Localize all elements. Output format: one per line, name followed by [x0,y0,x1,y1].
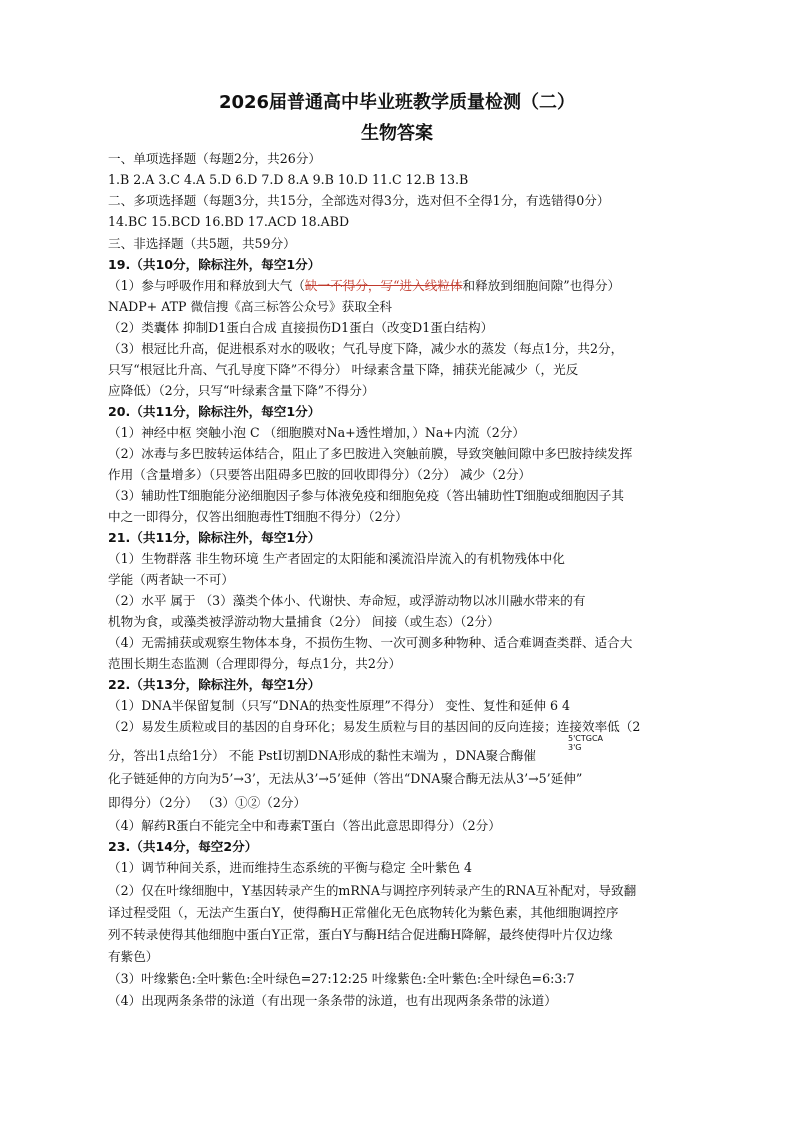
answer-line: 有紫色） [108,949,159,964]
answer-line: 1.B 2.A 3.C 4.A 5.D 6.D 7.D 8.A 9.B 10.D 11.C 12.B 13.B [108,172,469,187]
answer-line: 作用（含量增多）（只要答出阻碍多巴胺的回收即得分）（2分） 减少（2分） [108,467,532,482]
answer-line: （2）冰毒与多巴胺转运体结合，阻止了多巴胺进入突触前膜，导致突触间隙中多巴胺持续发挥 [108,446,633,461]
answer-line: （1）DNA半保留复制（只写“DNA的热变性原理”不得分） 变性、复性和延伸 6 4 [108,698,570,713]
answer-line: 即得分）（2分） （3）①②（2分） [108,795,307,810]
answer-line: 学能（两者缺一不可） [108,572,234,587]
answer-line [108,278,620,294]
question-21-heading: 21.（共11分，除标注外，每空1分） [108,530,321,545]
answer-line: （2）易发生质粒或目的基因的自身环化；易发生质粒与目的基因间的反向连接；连接效率低（2 [108,719,641,734]
answer-line: 中之一即得分，仅答出细胞毒性T细胞不得分）（2分） [108,509,408,524]
section-heading: 一、单项选择题（每题2分，共26分） [108,151,321,166]
question-23-heading: 23.（共14分，每空2分） [108,839,258,854]
answer-line: 译过程受阻（，无法产生蛋白Y，使得酶H正常催化无色底物转化为紫色素，其他细胞调控序 [108,905,619,920]
question-19-heading: 19.（共10分，除标注外，每空1分） [108,257,321,272]
answer-line: （4）解药R蛋白不能完全中和毒素T蛋白（答出此意思即得分）（2分） [108,818,501,833]
answer-line: （2）水平 属于 （3）藻类个体小、代谢快、寿命短，或浮游动物以冰川融水带来的有 [108,593,586,608]
question-20-heading: 20.（共11分，除标注外，每空1分） [108,404,321,419]
answer-line: 应降低）（2分，只写“叶绿素含量下降”不得分） [108,383,375,398]
question-22-heading: 22.（共13分，除标注外，每空1分） [108,677,321,692]
answer-line: （3）辅助性T细胞能分泌细胞因子参与体液免疫和细胞免疫（答出辅助性T细胞或细胞因子其 [108,488,624,503]
answer-line: 范围长期生态监测（合理即得分，每点1分，共2分） [108,656,402,671]
answer-line: （2）类囊体 抑制D1蛋白合成 直接损伤D1蛋白（改变D1蛋白结构） [108,320,494,335]
sticky-end-sequence-bottom: 3'G [568,743,582,752]
answer-line: （4）无需捕获或观察生物体本身，不损伤生物、一次可测多种物种、适合难调查类群、适合大 [108,635,633,650]
section-heading: 二、多项选择题（每题3分，共15分，全部选对得3分，选对但不全得1分，有选错得0分） [108,193,610,208]
answer-line: NADP+ ATP 微信搜《高三标答公众号》获取全科 [108,299,393,314]
sticky-end-sequence-top: 5'CTGCA [568,734,604,743]
answer-line: 列不转录使得其他细胞中蛋白Y正常，蛋白Y与酶H结合促进酶H降解，最终使得叶片仅边缘 [108,927,613,942]
answer-text: （1）参与呼吸作用和释放到大气（ [108,278,305,293]
answer-line: （3）叶缘紫色:全叶紫色:全叶绿色=27:12:25 叶缘紫色:全叶紫色:全叶绿色=6:3:7 [108,971,575,986]
answer-line: 分，答出1点给1分） 不能 PstI切割DNA形成的黏性末端为 ，DNA聚合酶催 [108,748,536,763]
answer-line: 14.BC 15.BCD 16.BD 17.ACD 18.ABD [108,214,350,229]
answer-line: （1）调节种间关系，进而维持生态系统的平衡与稳定 全叶紫色 4 [108,860,473,875]
answer-line: 只写“根冠比升高、气孔导度下降”不得分） 叶绿素含量下降，捕获光能减少（，光反 [108,362,579,377]
section-heading: 三、非选择题（共5题，共59分） [108,236,296,251]
answer-line: （4）出现两条条带的泳道（有出现一条条带的泳道，也有出现两条条带的泳道） [108,993,557,1008]
answer-line: （2）仅在叶缘细胞中，Y基因转录产生的mRNA与调控序列转录产生的RNA互补配对，导致翻 [108,883,637,898]
answer-line: （1）生物群落 非生物环境 生产者固定的太阳能和溪流沿岸流入的有机物残体中化 [108,551,565,566]
page-subtitle: 生物答案 [361,123,433,144]
answer-text: 和释放到细胞间隙”也得分） [462,278,621,293]
page-title: 2026届普通高中毕业班教学质量检测（二） [218,92,576,113]
answer-line: （3）根冠比升高，促进根系对水的吸收；气孔导度下降，减少水的蒸发（每点1分，共2分， [108,341,624,356]
struck-annotation: 缺一不得分，写“进入线粒体 [304,278,463,293]
answer-line: （1）神经中枢 突触小泡 C （细胞膜对Na+透性增加，）Na+内流（2分） [108,425,525,440]
answer-line: 机物为食，或藻类被浮游动物大量捕食（2分） 间接（或生态）（2分） [108,614,500,629]
answer-line: 化子链延伸的方向为5’→3’，无法从3’→5’延伸（答出“DNA聚合酶无法从3’→5’延伸” [108,771,583,786]
